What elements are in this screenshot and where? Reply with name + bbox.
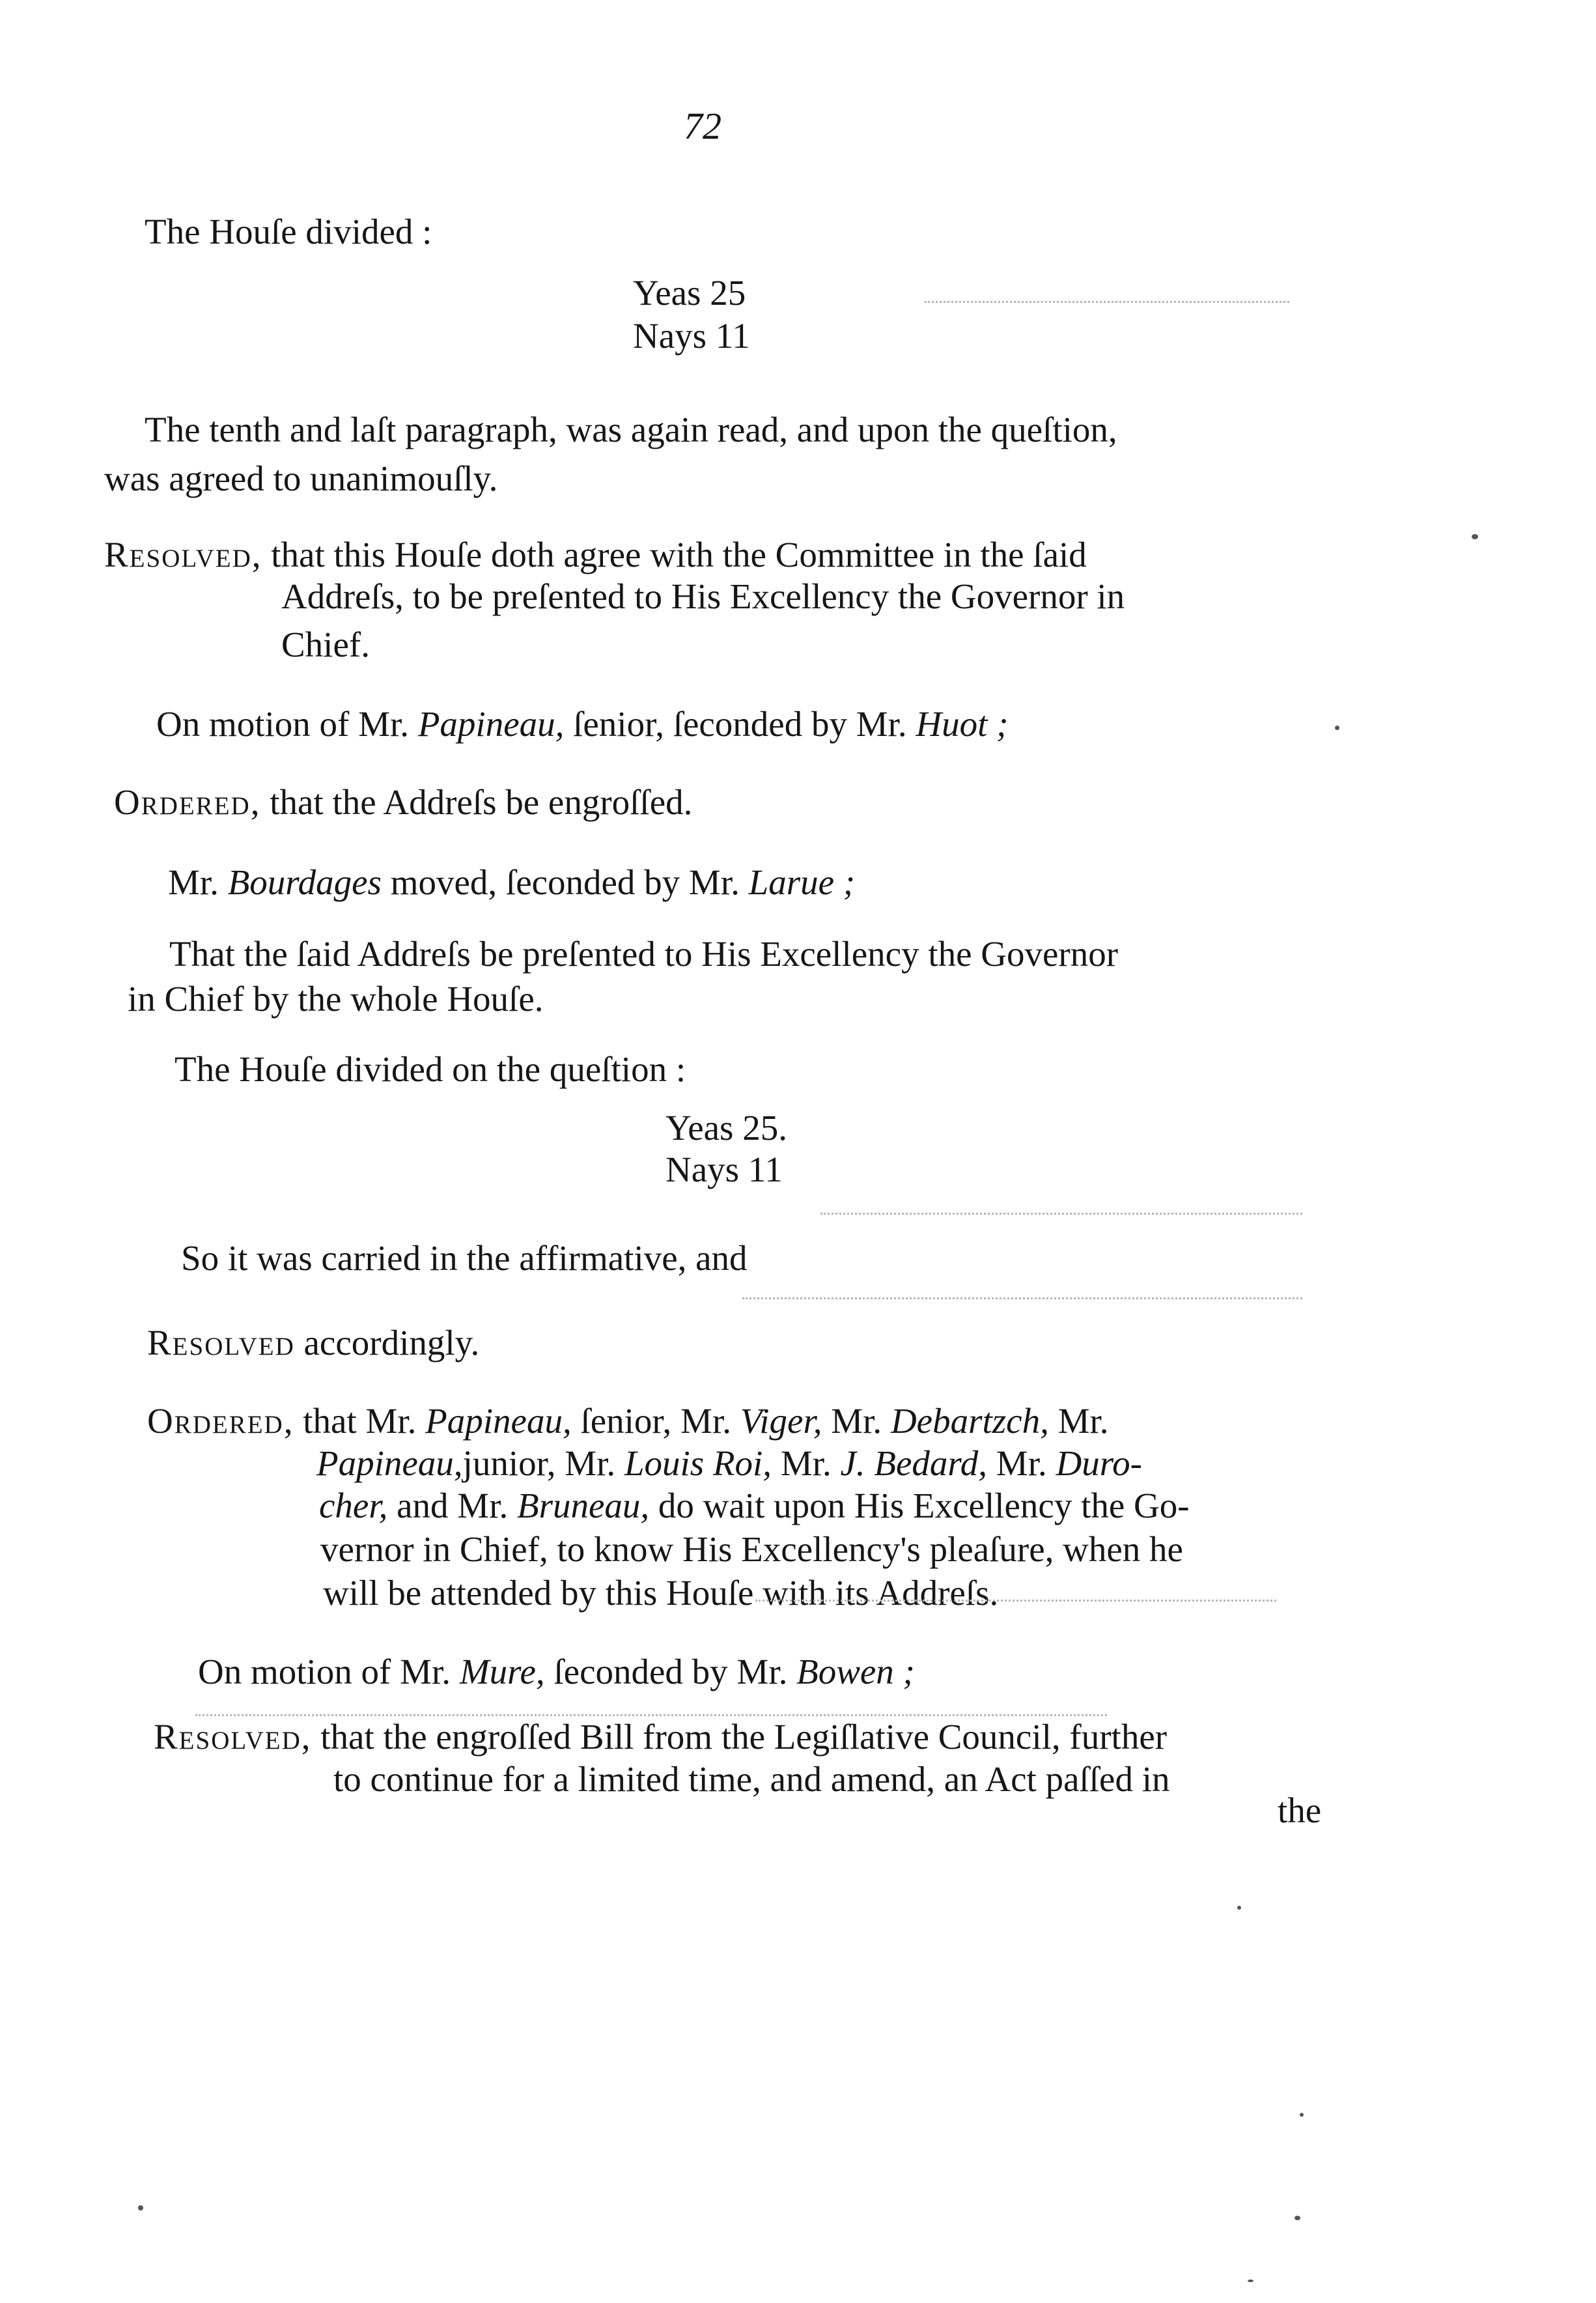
member-name: Larue ;: [748, 862, 856, 902]
catchword: the: [1278, 1790, 1322, 1830]
text-run: Mr.: [1057, 1401, 1109, 1441]
member-name: cher,: [319, 1486, 388, 1525]
text-run: Mr.: [831, 1401, 882, 1441]
tenth-paragraph-line2: was agreed to unanimouſly.: [104, 459, 498, 498]
member-name: Mure,: [459, 1652, 545, 1691]
text-run: and Mr.: [397, 1486, 509, 1525]
ink-speck: [138, 2205, 143, 2211]
ink-speck: [1335, 726, 1339, 730]
ordered-wait-line1: [147, 1400, 1109, 1442]
division-1-nays: Nays 11: [633, 316, 750, 356]
member-name: Bruneau,: [517, 1486, 650, 1525]
division-1-yeas: Yeas 25: [633, 273, 746, 313]
motion-prefix: On motion of Mr.: [156, 704, 410, 744]
text-run: Mr.: [780, 1443, 832, 1483]
ordered-wait-line3: [319, 1485, 1190, 1527]
resolved-address-line1: [104, 534, 1087, 576]
carried-line: So it was carried in the affirmative, and: [181, 1238, 748, 1278]
resolved-label: Resolved,: [154, 1717, 312, 1757]
member-name: J. Bedard,: [840, 1443, 988, 1483]
show-through-noise: [925, 301, 1289, 307]
resolved-address-line3: Chief.: [281, 625, 370, 664]
division-2-yeas: Yeas 25.: [665, 1108, 787, 1148]
tenth-paragraph-line1: The tenth and laſt paragraph, was again read, and upon the queſtion,: [145, 410, 1117, 449]
motion-mure-line: [198, 1651, 915, 1693]
text-run: that Mr.: [303, 1401, 417, 1441]
division-2-intro: The Houſe divided on the queſtion :: [175, 1049, 686, 1089]
resolved-bill-text1: that the engroſſed Bill from the Legiſlative Council, further: [320, 1717, 1168, 1757]
motion-papineau-line: [156, 703, 1008, 745]
bourdages-motion-line: [168, 862, 855, 903]
resolved-label: Resolved: [147, 1323, 295, 1363]
ordered-label: Ordered,: [114, 782, 261, 822]
ordered-wait-line2: [316, 1443, 1142, 1484]
member-name: Duro-: [1056, 1443, 1142, 1483]
ordered-wait-line4: vernor in Chief, to know His Excellency's pleaſure, when he: [320, 1529, 1183, 1569]
ink-speck: [1237, 1906, 1241, 1910]
division-2-nays: Nays 11: [665, 1150, 783, 1189]
text-run: Mr.: [996, 1443, 1047, 1483]
member-name: Viger,: [740, 1401, 822, 1441]
text-run: ſenior, Mr.: [580, 1401, 731, 1441]
show-through-noise: [820, 1213, 1302, 1219]
show-through-noise: [195, 1714, 1107, 1720]
show-through-noise: [755, 1600, 1276, 1605]
member-name: Debartzch,: [890, 1401, 1049, 1441]
ordered-engrossed-line: [114, 782, 692, 823]
text-run: junior, Mr.: [462, 1443, 616, 1483]
presentation-line2: in Chief by the whole Houſe.: [128, 979, 544, 1019]
presentation-line1: That the ſaid Addreſs be preſented to His Excellency the Governor: [169, 934, 1119, 974]
ordered-wait-line5: will be attended by this Houſe with its Addreſs.: [323, 1573, 999, 1613]
member-name: Bourdages: [227, 862, 382, 902]
member-name: Papineau,: [425, 1401, 572, 1441]
motion-middle: moved, ſeconded by Mr.: [390, 862, 740, 902]
resolved-accordingly-line: [147, 1322, 479, 1364]
ordered-engrossed-text: that the Addreſs be engroſſed.: [270, 782, 693, 822]
ink-speck: [1295, 2216, 1300, 2220]
page-number: 72: [684, 105, 721, 147]
resolved-bill-line1: [154, 1716, 1167, 1758]
ordered-label: Ordered,: [147, 1401, 294, 1441]
resolved-accordingly-text: accordingly.: [303, 1323, 480, 1363]
motion-middle: ſenior, ſeconded by Mr.: [573, 704, 907, 744]
member-name: Bowen ;: [796, 1652, 915, 1691]
ink-speck: [1472, 534, 1478, 539]
member-name: Papineau,: [417, 704, 565, 744]
resolved-label: Resolved,: [104, 535, 262, 574]
member-name: Louis Roi,: [624, 1443, 772, 1483]
resolved-bill-line2: to continue for a limited time, and amend, an Act paſſed in: [333, 1759, 1170, 1799]
show-through-noise: [742, 1297, 1302, 1303]
resolved-address-line2: Addreſs, to be preſented to His Excellency the Governor in: [281, 576, 1125, 616]
member-name: Papineau,: [316, 1443, 463, 1483]
resolved-address-text1: that this Houſe doth agree with the Committee in the ſaid: [271, 535, 1087, 574]
motion-middle: ſeconded by Mr.: [553, 1652, 788, 1691]
motion-prefix: Mr.: [168, 862, 219, 902]
division-1-intro: The Houſe divided :: [145, 212, 432, 251]
ink-speck: [1300, 2113, 1304, 2117]
ink-speck: [1248, 2280, 1253, 2282]
member-name: Huot ;: [916, 704, 1009, 744]
motion-prefix: On motion of Mr.: [198, 1652, 451, 1691]
text-run: do wait upon His Excellency the Go-: [658, 1486, 1190, 1525]
